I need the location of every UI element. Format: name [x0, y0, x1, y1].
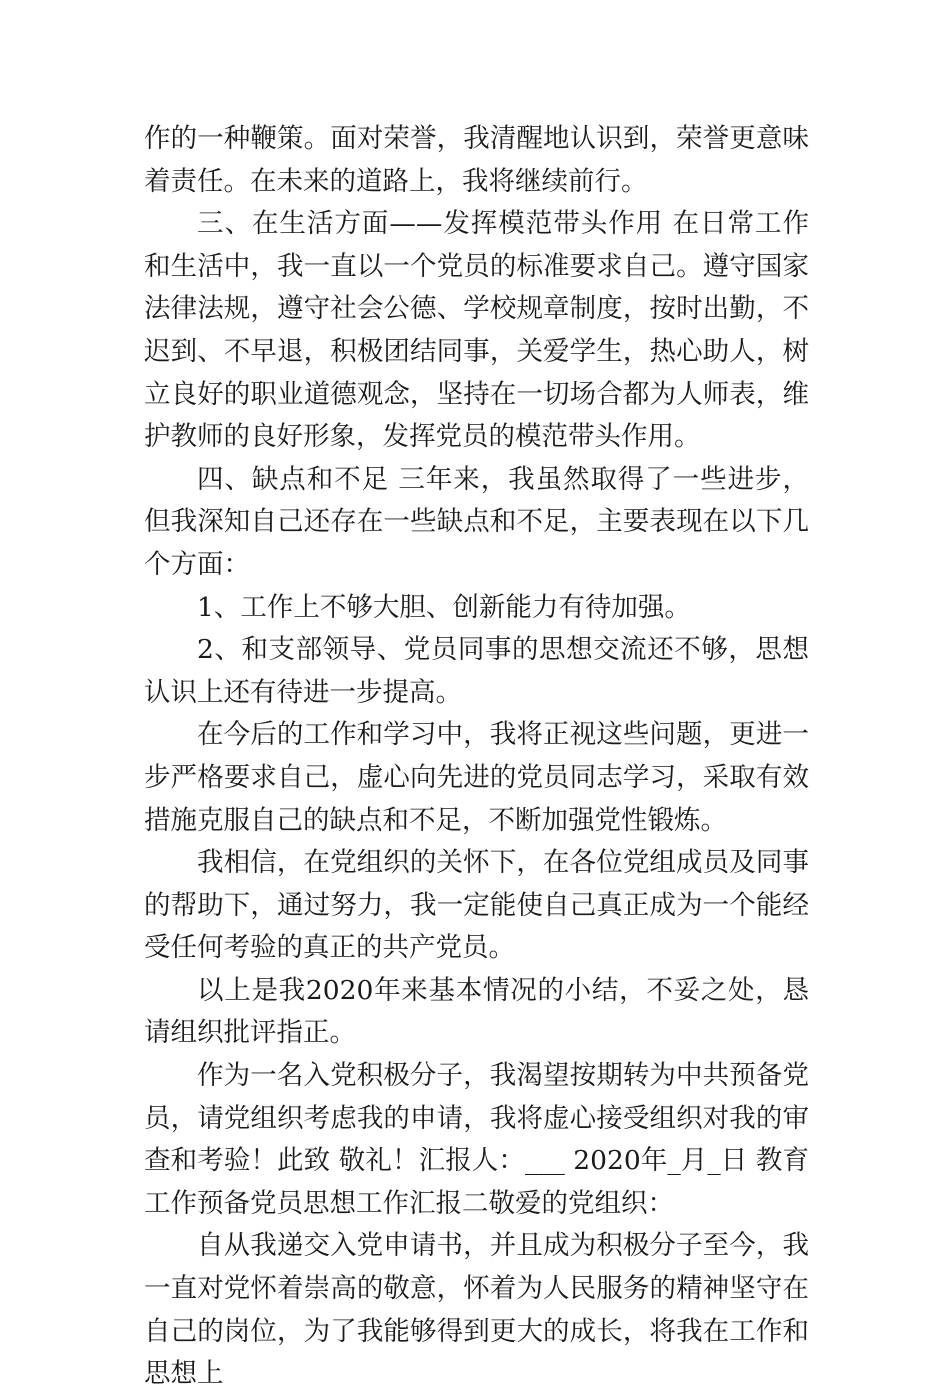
- list-item-shortcoming-1: 1、工作上不够大胆、创新能力有待加强。: [197, 591, 691, 623]
- paragraph-belief: 我相信，在党组织的关怀下，在各位党组成员及同事的帮助下，通过努力，我一定能使自己真正成为一个能经受任何考验的真正的共产党员。: [144, 847, 809, 964]
- paragraph-life-aspect: 三、在生活方面——发挥模范带头作用 在日常工作和生活中，我一直以一个党员的标准要求自己。遵守国家法律法规，遵守社会公德、学校规章制度，按时出勤，不迟到、不早退，积极团结同事，关爱学生，热心助人，树立良好的职业道德观念，坚持在一切场合都为人师表，维护教师的良好形象，发挥党员的模范带头作用。: [144, 208, 809, 453]
- paragraph-summary: 以上是我2020年来基本情况的小结，不妥之处，恳请组织批评指正。: [144, 974, 809, 1049]
- paragraph-improvement: 在今后的工作和学习中，我将正视这些问题，更进一步严格要求自己，虚心向先进的党员同志学习，采取有效措施克服自己的缺点和不足，不断加强党性锻炼。: [144, 719, 809, 836]
- paragraph-continuation: 作的一种鞭策。面对荣誉，我清醒地认识到，荣誉更意味着责任。在未来的道路上，我将继续前行。: [144, 123, 809, 197]
- document-body: [144, 118, 809, 1396]
- list-item-shortcoming-2: 2、和支部领导、党员同事的思想交流还不够，思想认识上还有待进一步提高。: [144, 634, 809, 708]
- paragraph-shortcomings: 四、缺点和不足 三年来，我虽然取得了一些进步，但我深知自己还存在一些缺点和不足，主要表现在以下几个方面：: [144, 463, 809, 580]
- paragraph-closing: 作为一名入党积极分子，我渴望按期转为中共预备党员，请党组织考虑我的申请，我将虚心接受组织对我的审查和考验！此致 敬礼！汇报人：___ 2020年_月_日 教育工作预备党员思想工作汇报二敬爱的党组织：: [144, 1060, 809, 1219]
- paragraph-report-two-opening: 自从我递交入党申请书，并且成为积极分子至今，我一直对党怀着崇高的敬意，怀着为人民服务的精神坚守在自己的岗位，为了我能够得到更大的成长，将我在工作和思想上: [144, 1230, 809, 1390]
